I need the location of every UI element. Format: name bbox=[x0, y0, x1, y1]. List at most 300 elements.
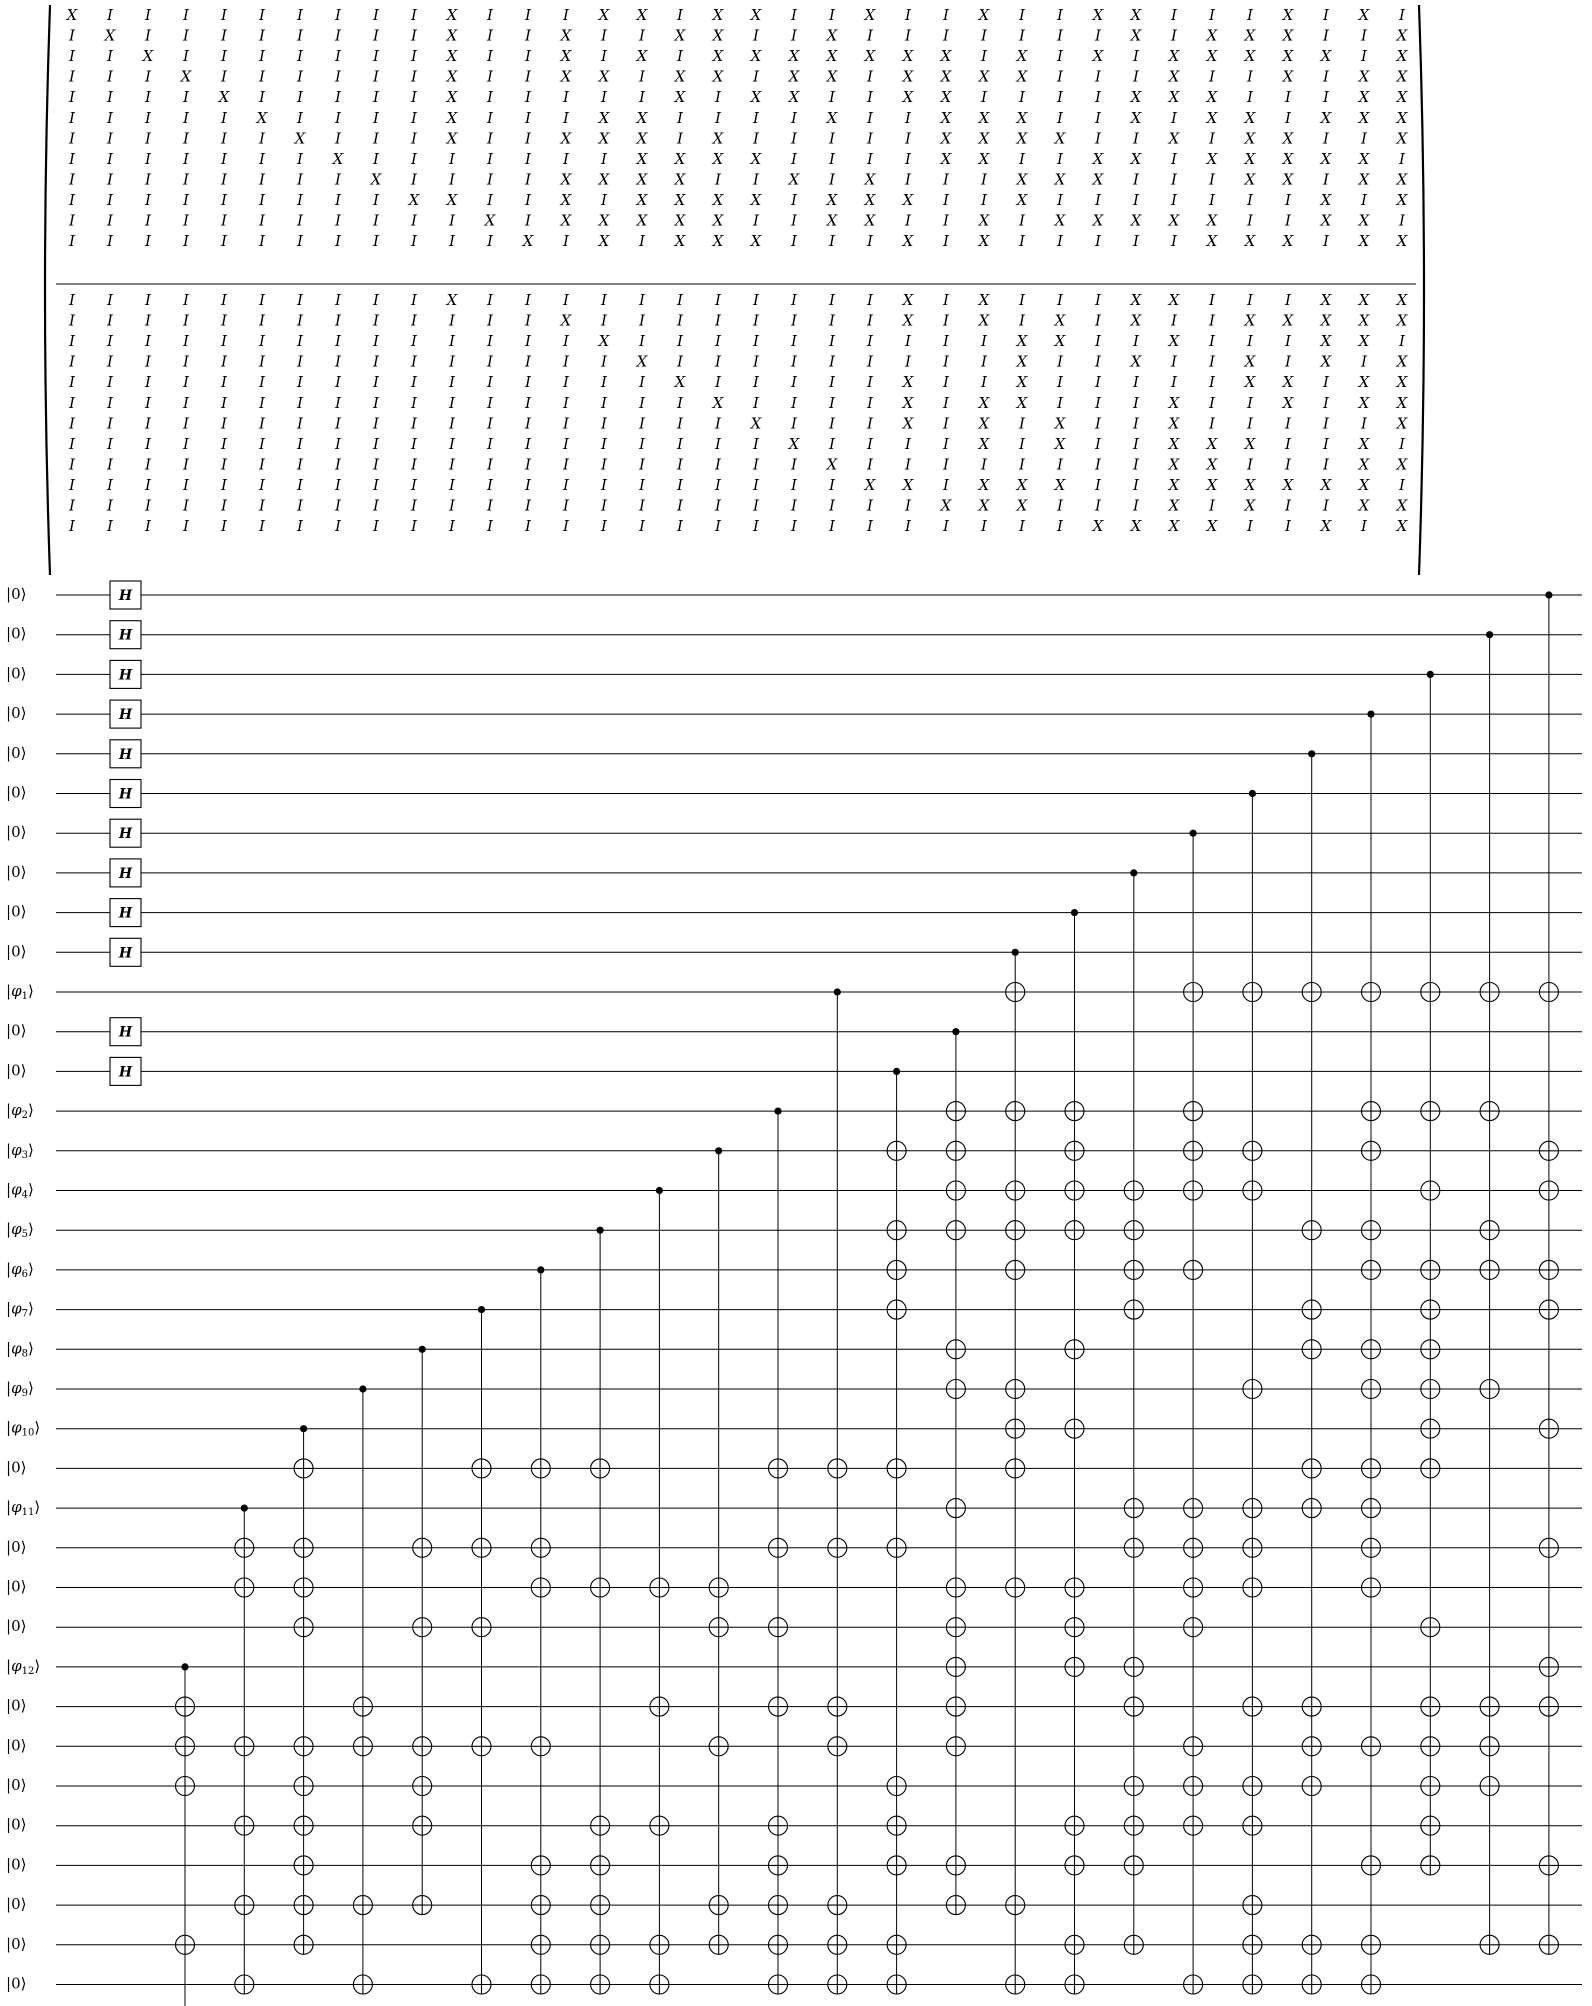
target-oplus bbox=[235, 1578, 254, 1597]
matrix-entry: I bbox=[221, 6, 227, 24]
matrix-entry: I bbox=[943, 393, 949, 412]
target-oplus bbox=[413, 1777, 432, 1796]
matrix-entry: I bbox=[867, 311, 873, 330]
matrix-entry: I bbox=[639, 332, 645, 351]
matrix-entry: X bbox=[864, 211, 876, 230]
matrix-entry: I bbox=[487, 352, 493, 371]
target-oplus bbox=[650, 1975, 669, 1994]
matrix-entry: I bbox=[525, 373, 531, 392]
target-oplus bbox=[1065, 1221, 1084, 1240]
matrix-entry: I bbox=[487, 6, 493, 24]
matrix-entry: I bbox=[145, 496, 151, 515]
matrix-entry: I bbox=[335, 26, 341, 45]
matrix-entry: I bbox=[1057, 6, 1063, 24]
target-oplus bbox=[1421, 1777, 1440, 1796]
target-oplus bbox=[1124, 1499, 1143, 1518]
cnot-gate bbox=[235, 1505, 254, 1995]
wire-label bbox=[6, 1260, 34, 1280]
matrix-entry: I bbox=[791, 211, 797, 230]
matrix-entry: I bbox=[69, 88, 75, 107]
matrix-entry: X bbox=[1130, 88, 1142, 107]
matrix-entry: I bbox=[297, 291, 303, 309]
target-oplus bbox=[769, 1975, 788, 1994]
matrix-entry: I bbox=[639, 291, 645, 309]
cnot-gate bbox=[650, 1187, 669, 1994]
target-oplus bbox=[1124, 1538, 1143, 1557]
matrix-entry: I bbox=[1057, 232, 1063, 251]
matrix-entry: I bbox=[715, 170, 721, 189]
matrix-entry: X bbox=[1054, 475, 1066, 494]
target-oplus bbox=[1243, 1975, 1262, 1994]
hadamard-gate bbox=[110, 740, 141, 768]
target-oplus bbox=[1184, 1777, 1203, 1796]
matrix-entry: X bbox=[1016, 475, 1028, 494]
matrix-entry: I bbox=[1095, 129, 1101, 148]
matrix-entry: I bbox=[69, 373, 75, 392]
matrix-entry: I bbox=[183, 311, 189, 330]
svg-text:H: H bbox=[118, 1064, 133, 1081]
matrix-entry: I bbox=[1095, 434, 1101, 453]
matrix-entry: I bbox=[905, 211, 911, 230]
target-oplus bbox=[1421, 1816, 1440, 1835]
matrix-entry: I bbox=[335, 496, 341, 515]
svg-text:|0⟩: |0⟩ bbox=[6, 585, 27, 603]
matrix-entry: I bbox=[753, 67, 759, 86]
matrix-entry: I bbox=[183, 496, 189, 515]
matrix-entry: I bbox=[715, 88, 721, 107]
target-oplus bbox=[531, 1975, 550, 1994]
matrix-entry: I bbox=[1209, 129, 1215, 148]
matrix-entry: I bbox=[259, 393, 265, 412]
matrix-entry: I bbox=[107, 352, 113, 371]
matrix-entry: I bbox=[563, 475, 569, 494]
matrix-entry: I bbox=[183, 332, 189, 351]
matrix-entry: I bbox=[905, 496, 911, 515]
target-oplus bbox=[1302, 1737, 1321, 1756]
matrix-entry: I bbox=[145, 211, 151, 230]
matrix-entry: I bbox=[411, 88, 417, 107]
matrix-entry: I bbox=[259, 455, 265, 474]
matrix-entry: X bbox=[902, 291, 914, 309]
target-oplus bbox=[1124, 1260, 1143, 1279]
target-oplus bbox=[1124, 1657, 1143, 1676]
svg-text:|0⟩: |0⟩ bbox=[6, 1458, 27, 1477]
target-oplus bbox=[1065, 1856, 1084, 1875]
hadamard-gate bbox=[110, 581, 141, 609]
matrix-entry: I bbox=[525, 88, 531, 107]
matrix-entry: I bbox=[753, 475, 759, 494]
matrix-entry: X bbox=[1168, 291, 1180, 309]
matrix-entry: X bbox=[1358, 149, 1370, 168]
matrix-entry: I bbox=[335, 129, 341, 148]
matrix-entry: I bbox=[145, 129, 151, 148]
matrix-entry: X bbox=[636, 47, 648, 66]
matrix-entry: X bbox=[1358, 311, 1370, 330]
matrix-entry: X bbox=[1358, 373, 1370, 392]
target-oplus bbox=[1302, 1221, 1321, 1240]
matrix-entry: I bbox=[145, 88, 151, 107]
target-oplus bbox=[472, 1618, 491, 1637]
matrix-entry: I bbox=[1133, 496, 1139, 515]
matrix-entry: I bbox=[487, 496, 493, 515]
matrix-entry: I bbox=[601, 88, 607, 107]
matrix-entry: I bbox=[259, 129, 265, 148]
svg-text:H: H bbox=[118, 1024, 133, 1041]
matrix-entry: I bbox=[1361, 190, 1367, 209]
target-oplus bbox=[709, 1618, 728, 1637]
matrix-entry: X bbox=[1130, 517, 1142, 536]
wire-label bbox=[6, 784, 26, 802]
matrix-entry: I bbox=[259, 352, 265, 371]
matrix-entry: X bbox=[978, 211, 990, 230]
target-oplus bbox=[946, 1856, 965, 1875]
target-oplus bbox=[1065, 1618, 1084, 1637]
target-oplus bbox=[946, 1896, 965, 1915]
matrix-entry: X bbox=[484, 211, 496, 230]
target-oplus bbox=[887, 1935, 906, 1954]
matrix-entry: X bbox=[750, 190, 762, 209]
matrix-entry: I bbox=[981, 190, 987, 209]
svg-text:H: H bbox=[118, 588, 133, 604]
matrix-entry: X bbox=[1320, 475, 1332, 494]
matrix-entry: I bbox=[943, 455, 949, 474]
matrix-entry: I bbox=[335, 211, 341, 230]
matrix-entry: I bbox=[107, 414, 113, 433]
hadamard-gate bbox=[110, 660, 141, 688]
target-oplus bbox=[591, 1896, 610, 1915]
matrix-entry: I bbox=[1057, 190, 1063, 209]
matrix-entry: I bbox=[677, 129, 683, 148]
matrix-entry: I bbox=[221, 311, 227, 330]
cnot-gate bbox=[591, 1227, 610, 1994]
hadamard-gate bbox=[110, 700, 141, 728]
matrix-entry: X bbox=[1168, 475, 1180, 494]
matrix-entry: X bbox=[1130, 352, 1142, 371]
matrix-entry: I bbox=[563, 88, 569, 107]
matrix-entry: X bbox=[1054, 414, 1066, 433]
matrix-entry: I bbox=[1361, 26, 1367, 45]
matrix-entry: I bbox=[677, 517, 683, 536]
svg-text:|φ7⟩: $|\varphi_7⟩$ bbox=[6, 1299, 34, 1320]
matrix-entry: I bbox=[1399, 149, 1405, 168]
matrix-entry: I bbox=[1285, 88, 1291, 107]
matrix-entry: I bbox=[563, 291, 569, 309]
matrix-entry: I bbox=[753, 108, 759, 127]
matrix-entry: I bbox=[107, 67, 113, 86]
matrix-entry: I bbox=[1133, 47, 1139, 66]
target-oplus bbox=[1006, 1181, 1025, 1200]
matrix-entry: X bbox=[1320, 311, 1332, 330]
matrix-entry: I bbox=[183, 373, 189, 392]
matrix-entry: I bbox=[1323, 129, 1329, 148]
matrix-entry: I bbox=[791, 475, 797, 494]
matrix-entry: I bbox=[259, 517, 265, 536]
matrix-entry: I bbox=[791, 26, 797, 45]
matrix-entry: I bbox=[373, 475, 379, 494]
matrix-entry: X bbox=[712, 26, 724, 45]
control-dot bbox=[893, 1068, 900, 1075]
matrix-entry: I bbox=[791, 149, 797, 168]
matrix-entry: X bbox=[978, 129, 990, 148]
matrix-entry: I bbox=[107, 332, 113, 351]
matrix-entry: I bbox=[525, 475, 531, 494]
target-oplus bbox=[353, 1975, 372, 1994]
target-oplus bbox=[472, 1975, 491, 1994]
matrix-entry: X bbox=[978, 393, 990, 412]
target-oplus bbox=[235, 1737, 254, 1756]
matrix-entry: I bbox=[297, 434, 303, 453]
matrix-entry: I bbox=[373, 108, 379, 127]
target-oplus bbox=[887, 1856, 906, 1875]
matrix-entry: X bbox=[560, 311, 572, 330]
matrix-entry: X bbox=[902, 311, 914, 330]
matrix-entry: I bbox=[601, 149, 607, 168]
matrix-entry: I bbox=[905, 455, 911, 474]
matrix-entry: I bbox=[487, 170, 493, 189]
target-oplus bbox=[235, 1896, 254, 1915]
matrix-entry: I bbox=[943, 6, 949, 24]
target-oplus bbox=[1065, 1419, 1084, 1438]
matrix-entry: I bbox=[829, 373, 835, 392]
matrix-entry: I bbox=[183, 211, 189, 230]
target-oplus bbox=[1362, 1538, 1381, 1557]
matrix-entry: I bbox=[449, 211, 455, 230]
matrix-entry: I bbox=[145, 434, 151, 453]
matrix-entry: X bbox=[1358, 88, 1370, 107]
matrix-entry: X bbox=[1396, 373, 1408, 392]
matrix-entry: I bbox=[1285, 455, 1291, 474]
hadamard-gate bbox=[110, 899, 141, 927]
target-oplus bbox=[1539, 1260, 1558, 1279]
matrix-entry: I bbox=[107, 373, 113, 392]
matrix-entry: I bbox=[601, 26, 607, 45]
matrix-entry: X bbox=[1396, 108, 1408, 127]
wire-label bbox=[6, 585, 26, 603]
matrix-entry: I bbox=[715, 311, 721, 330]
wire-label bbox=[6, 1895, 26, 1913]
matrix-entry: I bbox=[943, 332, 949, 351]
matrix-entry: I bbox=[1133, 332, 1139, 351]
svg-text:H: H bbox=[118, 627, 133, 644]
cnot-gate bbox=[1421, 671, 1440, 1875]
target-oplus bbox=[294, 1935, 313, 1954]
matrix-entry: I bbox=[1019, 232, 1025, 251]
wire-label bbox=[6, 664, 26, 682]
matrix-entry: I bbox=[69, 47, 75, 66]
target-oplus bbox=[769, 1896, 788, 1915]
matrix-entry: I bbox=[335, 311, 341, 330]
cnot-gate bbox=[1480, 631, 1499, 1954]
matrix-entry: I bbox=[1247, 393, 1253, 412]
matrix-entry: I bbox=[1285, 434, 1291, 453]
matrix-entry: I bbox=[183, 6, 189, 24]
target-oplus bbox=[1539, 1141, 1558, 1160]
matrix-entry: X bbox=[598, 67, 610, 86]
matrix-entry: I bbox=[373, 496, 379, 515]
matrix-entry: I bbox=[829, 311, 835, 330]
matrix-entry: I bbox=[259, 67, 265, 86]
svg-text:|0⟩: |0⟩ bbox=[6, 942, 27, 961]
hadamard-gate bbox=[110, 1018, 141, 1046]
matrix-entry: I bbox=[601, 393, 607, 412]
matrix-entry: I bbox=[525, 47, 531, 66]
matrix-entry: I bbox=[1171, 373, 1177, 392]
target-oplus bbox=[1243, 1380, 1262, 1399]
matrix-entry: I bbox=[69, 496, 75, 515]
svg-text:|0⟩: |0⟩ bbox=[6, 1696, 27, 1715]
matrix-entry: I bbox=[107, 434, 113, 453]
matrix-entry: I bbox=[601, 190, 607, 209]
matrix-entry: I bbox=[1019, 517, 1025, 536]
matrix-entry: I bbox=[905, 26, 911, 45]
target-oplus bbox=[1184, 1538, 1203, 1557]
matrix-entry: X bbox=[1054, 332, 1066, 351]
matrix-entry: I bbox=[1361, 129, 1367, 148]
matrix-entry: I bbox=[981, 455, 987, 474]
target-oplus bbox=[1065, 1935, 1084, 1954]
matrix-entry: X bbox=[750, 414, 762, 433]
matrix-entry: I bbox=[791, 393, 797, 412]
matrix-entry: I bbox=[69, 455, 75, 474]
target-oplus bbox=[887, 1816, 906, 1835]
cnot-gate bbox=[353, 1385, 372, 1994]
matrix-entry: I bbox=[639, 434, 645, 453]
matrix-entry: I bbox=[335, 434, 341, 453]
target-oplus bbox=[1539, 1538, 1558, 1557]
matrix-entry: I bbox=[867, 373, 873, 392]
target-oplus bbox=[531, 1856, 550, 1875]
target-oplus bbox=[1539, 1697, 1558, 1716]
matrix-entry: I bbox=[297, 190, 303, 209]
cnot-gate bbox=[946, 1028, 965, 1915]
matrix-entry: I bbox=[335, 190, 341, 209]
matrix-entry: I bbox=[297, 517, 303, 536]
matrix-entry: X bbox=[1320, 352, 1332, 371]
matrix-entry: I bbox=[183, 517, 189, 536]
cnot-gate bbox=[887, 1068, 906, 1994]
matrix-entry: I bbox=[1247, 67, 1253, 86]
matrix-entry: I bbox=[1095, 67, 1101, 86]
target-oplus bbox=[1302, 983, 1321, 1002]
matrix-entry: I bbox=[411, 129, 417, 148]
target-oplus bbox=[1539, 1300, 1558, 1319]
matrix-entry: I bbox=[867, 496, 873, 515]
matrix-entry: X bbox=[1206, 211, 1218, 230]
matrix-entry: I bbox=[943, 190, 949, 209]
matrix-entry: I bbox=[1057, 291, 1063, 309]
svg-text:H: H bbox=[118, 826, 133, 843]
matrix-entry: I bbox=[943, 373, 949, 392]
target-oplus bbox=[769, 1935, 788, 1954]
matrix-entry: X bbox=[788, 67, 800, 86]
matrix-entry: I bbox=[297, 108, 303, 127]
target-oplus bbox=[1184, 1816, 1203, 1835]
target-oplus bbox=[946, 1697, 965, 1716]
matrix-entry: I bbox=[107, 291, 113, 309]
matrix-entry: I bbox=[525, 149, 531, 168]
target-oplus bbox=[1362, 1340, 1381, 1359]
matrix-entry: I bbox=[1171, 149, 1177, 168]
matrix-entry: X bbox=[1244, 232, 1256, 251]
matrix-entry: I bbox=[69, 170, 75, 189]
matrix-entry: I bbox=[373, 26, 379, 45]
matrix-entry: X bbox=[1358, 496, 1370, 515]
matrix-entry: I bbox=[753, 496, 759, 515]
matrix-entry: I bbox=[183, 455, 189, 474]
matrix-entry: I bbox=[107, 311, 113, 330]
svg-text:|φ9⟩: $|\varphi_9⟩$ bbox=[6, 1379, 34, 1399]
matrix-entry: I bbox=[867, 88, 873, 107]
target-oplus bbox=[294, 1538, 313, 1557]
matrix-entry: X bbox=[66, 6, 78, 24]
svg-text:|φ2⟩: $|\varphi_2⟩$ bbox=[6, 1101, 34, 1121]
matrix-entry: X bbox=[1282, 393, 1294, 412]
matrix-entry: I bbox=[601, 517, 607, 536]
matrix-entry: I bbox=[1285, 414, 1291, 433]
matrix-entry: X bbox=[1206, 108, 1218, 127]
matrix-entry: I bbox=[563, 149, 569, 168]
matrix-entry: I bbox=[183, 190, 189, 209]
target-oplus bbox=[828, 1935, 847, 1954]
matrix-entry: X bbox=[978, 311, 990, 330]
matrix-entry: X bbox=[1320, 47, 1332, 66]
matrix-entry: I bbox=[639, 232, 645, 251]
target-oplus bbox=[1184, 1737, 1203, 1756]
matrix-entry: I bbox=[487, 47, 493, 66]
matrix-entry: I bbox=[335, 6, 341, 24]
matrix-entry: X bbox=[1130, 149, 1142, 168]
matrix-entry: I bbox=[411, 6, 417, 24]
target-oplus bbox=[1006, 1459, 1025, 1478]
target-oplus bbox=[294, 1737, 313, 1756]
target-oplus bbox=[1184, 1260, 1203, 1279]
matrix-entry: X bbox=[1016, 393, 1028, 412]
matrix-entry: X bbox=[788, 47, 800, 66]
matrix-entry: X bbox=[1168, 496, 1180, 515]
matrix-entry: I bbox=[905, 434, 911, 453]
matrix-entry: X bbox=[1396, 190, 1408, 209]
control-dot bbox=[715, 1147, 722, 1154]
matrix-entry: I bbox=[373, 352, 379, 371]
matrix-entry: I bbox=[1247, 455, 1253, 474]
matrix-entry: I bbox=[107, 108, 113, 127]
matrix-entry: I bbox=[1399, 475, 1405, 494]
matrix-entry: I bbox=[69, 108, 75, 127]
matrix-entry: I bbox=[183, 47, 189, 66]
matrix-entry: X bbox=[560, 129, 572, 148]
matrix-entry: I bbox=[829, 496, 835, 515]
wire-label bbox=[6, 1419, 40, 1439]
matrix-entry: I bbox=[1095, 373, 1101, 392]
matrix-entry: X bbox=[1206, 455, 1218, 474]
matrix-entry: I bbox=[259, 190, 265, 209]
svg-text:|0⟩: |0⟩ bbox=[6, 783, 27, 802]
matrix-entry: I bbox=[259, 149, 265, 168]
matrix-entry: I bbox=[829, 129, 835, 148]
matrix-entry: I bbox=[107, 47, 113, 66]
target-oplus bbox=[887, 1260, 906, 1279]
matrix-entry: I bbox=[1209, 352, 1215, 371]
matrix-entry: X bbox=[1130, 311, 1142, 330]
target-oplus bbox=[1421, 1102, 1440, 1121]
target-oplus bbox=[1480, 1737, 1499, 1756]
matrix-entry: I bbox=[259, 373, 265, 392]
svg-text:|0⟩: |0⟩ bbox=[6, 1776, 27, 1794]
target-oplus bbox=[531, 1737, 550, 1756]
matrix-entry: X bbox=[1130, 108, 1142, 127]
matrix-entry: X bbox=[1168, 393, 1180, 412]
matrix-entry: I bbox=[1399, 332, 1405, 351]
